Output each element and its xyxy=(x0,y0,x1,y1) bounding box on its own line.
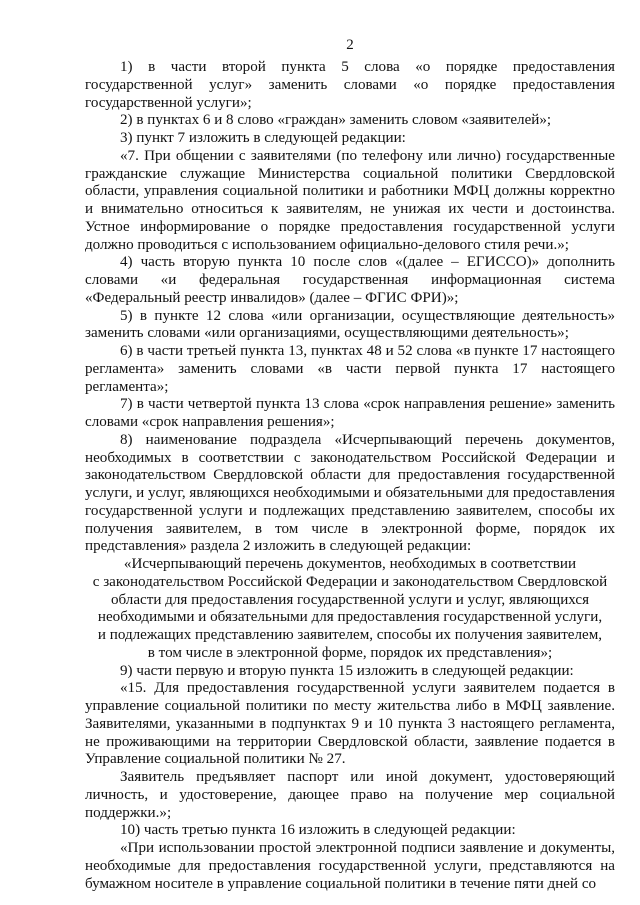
paragraph-item-3: 3) пункт 7 изложить в следующей редакции: xyxy=(120,130,406,146)
paragraph-item-8: 8) наименование подраздела «Исчерпывающий перечень документов, необходимых в соответствии с законодательством Российской Федерации и законодательством Свердловской области для предоставления государственной услуги, и услуг, являющихся необходимыми и обязательными для предоставления государственной услуги и подлежащих представлению заявителем, способы их получения заявителем, в том числе в электронной форме, порядок их представления» раздела 2 изложить в следующей редакции: xyxy=(85,431,615,555)
paragraph-item-4: 4) часть вторую пункта 10 после слов «(далее – ЕГИССО)» дополнить словами «и федеральная государственная информационная система «Федеральный реестр инвалидов» (далее – ФГИС ФРИ)»; xyxy=(85,254,615,306)
subsection-title-line: и подлежащих представлению заявителем, способы их получения заявителем, xyxy=(97,627,603,643)
page-number: 2 xyxy=(346,37,354,53)
subsection-title-line: необходимыми и обязательными для предоставления государственной услуги, xyxy=(97,609,603,626)
paragraph-item-5: 5) в пункте 12 слова «или организации, осуществляющие деятельность» заменить словами «или организациями, осуществляющими деятельность»; xyxy=(85,307,615,342)
quoted-paragraph-7: «7. При общении с заявителями (по телефону или лично) государственные гражданские служащие Министерства социальной политики Свердловской области, управления социальной политики и работники МФЦ должны корректно и внимательно относиться к заявителям, не унижая их чести и достоинства. Устное информирование о порядке предоставления государственной услуги должно проводиться с использованием официально-делового стиля речи.»; xyxy=(85,147,615,253)
paragraph-item-10: 10) часть третью пункта 16 изложить в следующей редакции: xyxy=(120,822,516,839)
subsection-title-block xyxy=(85,556,615,663)
subsection-title-line: области для предоставления государственной услуги и услуг, являющихся xyxy=(110,591,590,608)
subsection-title-line: с законодательством Российской Федерации и законодательством Свердловской xyxy=(92,573,608,590)
paragraph-applicant-documents: Заявитель предъявляет паспорт или иной документ, удостоверяющий личность, и удостоверение, дающее право на получение мер социальной поддержки.»; xyxy=(85,769,615,821)
paragraph-item-2: 2) в пунктах 6 и 8 слово «граждан» заменить словом «заявителей»; xyxy=(120,112,552,129)
paragraph-item-9: 9) части первую и вторую пункта 15 изложить в следующей редакции: xyxy=(120,662,574,679)
subsection-title-line: в том числе в электронной форме, порядок их представления»; xyxy=(147,644,553,661)
quoted-paragraph-15: «15. Для предоставления государственной услуги заявителем подается в управление социальной политики по месту жительства либо в МФЦ заявление. Заявителями, указанными в подпунктах 9 и 10 пункта 3 настоящего регламента, не проживающими на территории Свердловской области, заявление подается в Управление социальной политики № 27. xyxy=(85,680,615,768)
paragraph-item-1: 1) в части второй пункта 5 слова «о порядке предоставления государственной услуг» заменить словами «о порядке предоставления государственной услуги»; xyxy=(85,59,615,111)
paragraph-item-7: 7) в части четвертой пункта 13 слова «срок направления решение» заменить словами «срок направления решения»; xyxy=(85,396,615,430)
quoted-paragraph-16: «При использовании простой электронной подписи заявление и документы, необходимые для предоставления государственной услуги, представляются на бумажном носителе в управление социальной политики в течение пяти дней со xyxy=(85,840,615,892)
paragraph-item-6: 6) в части третьей пункта 13, пунктах 48 и 52 слова «в пункте 17 настоящего регламента» заменить словами «в части первой пункта 17 настоящего регламента»; xyxy=(85,343,615,395)
document-body xyxy=(85,59,615,893)
subsection-title-line: «Исчерпывающий перечень документов, необходимых в соответствии xyxy=(123,556,577,572)
